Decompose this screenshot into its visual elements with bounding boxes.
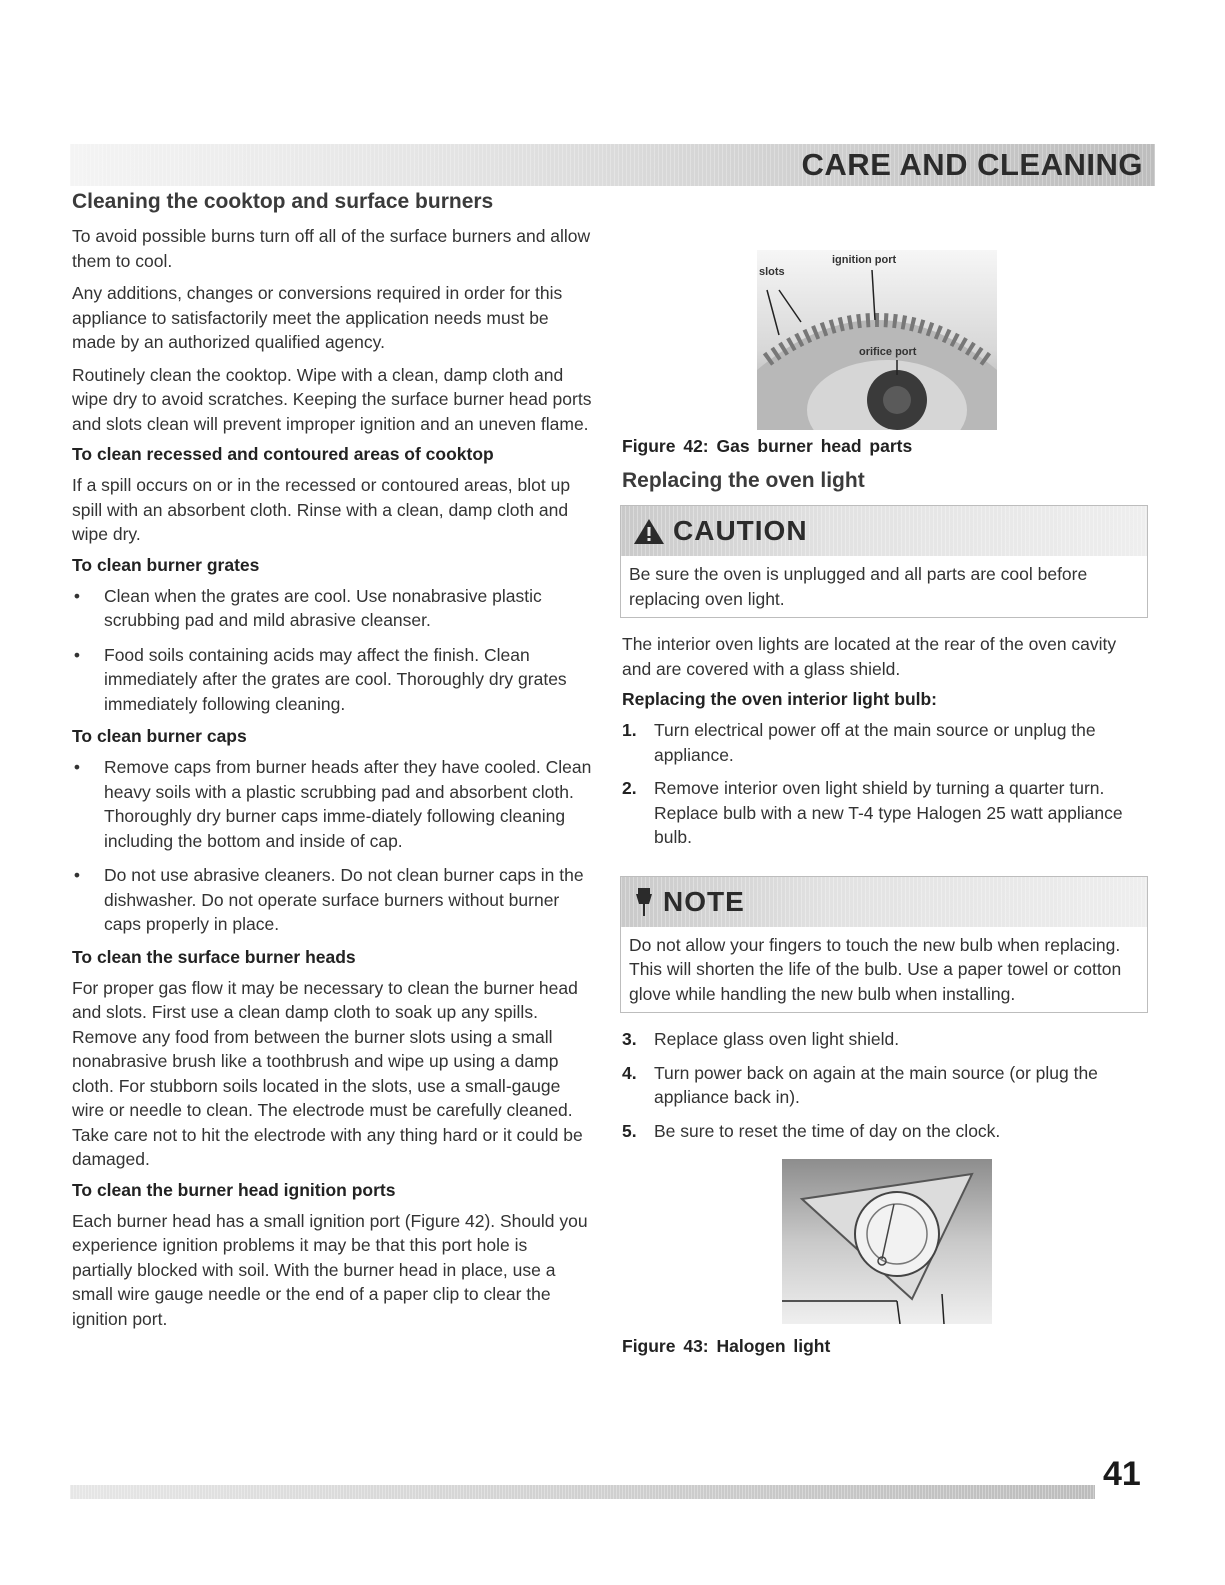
heads-paragraph: For proper gas flow it may be necessary to clean the burner head and slots. First use a clean damp cloth to soak up any spills. Remove any food from between the burner slots using a small nonabrasive brush like a toothbrush and wipe up using a damp cloth. For stubborn soils located in the slots, use a small-gauge wire or needle to clean. The electrode must be carefully cleaned. Take care not to hit the electrode with any thing hard or it could be damaged. [72,977,583,1169]
bulb-steps-part-1 [622,718,1147,850]
section-title: CARE AND CLEANING [801,147,1143,182]
page-number: 41 [1103,1455,1141,1493]
caution-box [620,505,1148,618]
figure-43-caption: Figure 43: Halogen light [622,1336,831,1356]
halogen-light-figure [782,1159,992,1324]
note-title: NOTE [663,885,745,917]
list-item-text: Clean when the grates are cool. Use nonabrasive plastic scrubbing pad and mild abrasive cleanser. [104,585,542,630]
caution-header [621,506,1147,556]
section-header-band [70,144,1155,186]
list-item [622,718,1147,767]
step-text: Turn power back on again at the main source (or plug the appliance back in). [654,1062,1098,1107]
ignition-heading: To clean the burner head ignition ports [72,1179,396,1200]
burner-head-figure [757,250,997,430]
caps-heading: To clean burner caps [72,726,247,746]
recessed-paragraph: If a spill occurs on or in the recessed or contoured areas, blot up spill with an absorbent cloth. Rinse with a clean, damp cloth and wipe dry. [72,475,571,544]
list-item-text: Food soils containing acids may affect the finish. Clean immediately after the grates are cool. Thoroughly dry grates immediately following cleaning. [104,644,567,714]
bulb-heading: Replacing the oven interior light bulb: [622,689,938,709]
list-item [72,755,592,853]
caps-list [72,755,592,937]
figure-42-caption: Figure 42: Gas burner head parts [622,436,913,456]
note-box [620,876,1148,1014]
note-text: Do not allow your fingers to touch the new bulb when replacing. This will shorten the life of the bulb. Use a paper towel or cotton glove while handling the new bulb when installing. [621,927,1147,1013]
ignition-port-label: ignition port [832,254,897,266]
list-item [72,584,592,633]
list-item-text: Do not use abrasive cleaners. Do not clean burner caps in the dishwasher. Do not operate surface burners without burner caps properly in place. [104,865,584,934]
footer-band [70,1485,1095,1499]
note-header [621,877,1147,927]
slots-label: slots [759,266,785,278]
step-number: 3. [622,1029,637,1049]
grates-heading: To clean burner grates [72,554,260,575]
list-item [622,1027,1147,1052]
grates-list [72,584,592,717]
list-item [72,863,592,937]
step-number: 1. [622,720,637,740]
burner-head-illustration [757,250,997,430]
step-text: Remove interior oven light shield by turning a quarter turn. Replace bulb with a new T-4 type Halogen 25 watt appliance bulb. [654,778,1123,847]
bulb-steps-part-2 [622,1027,1147,1143]
bullet-icon: • [73,644,81,665]
intro-paragraph-1: To avoid possible burns turn off all of the surface burners and allow them to cool. [72,226,591,271]
list-item-text: Remove caps from burner heads after they have cooled. Clean heavy soils with a plastic scrubbing pad and absorbent cloth. Thoroughly dry burner caps imme-diately following cleaning including the bottom and inside of cap. [104,757,592,851]
list-item [622,776,1147,850]
bullet-icon: • [73,865,81,885]
bullet-icon: • [73,585,81,606]
halogen-light-illustration [782,1159,992,1324]
warning-triangle-icon [633,517,665,545]
step-number: 2. [622,778,637,798]
bullet-icon: • [73,757,81,777]
step-number: 4. [622,1062,637,1083]
list-item [622,1061,1147,1110]
pushpin-icon [633,886,655,918]
step-text: Turn electrical power off at the main source or unplug the appliance. [654,720,1096,765]
left-column [72,190,592,1339]
intro-paragraph-2: Any additions, changes or conversions required in order for this appliance to satisfactorily meet the application needs must be made by an authorized qualified agency. [72,283,563,352]
list-item [72,643,592,717]
cooktop-heading: Cleaning the cooktop and surface burners [72,190,494,213]
recessed-heading: To clean recessed and contoured areas of cooktop [72,444,494,464]
orifice-port-label: orifice port [859,346,917,358]
oven-light-heading: Replacing the oven light [622,469,865,492]
step-number: 5. [622,1120,637,1141]
caution-title: CAUTION [673,515,808,546]
right-column [622,250,1147,1369]
interior-light-paragraph: The interior oven lights are located at the rear of the oven cavity and are covered with a glass shield. [622,634,1117,679]
heads-heading: To clean the surface burner heads [72,946,356,967]
caution-text: Be sure the oven is unplugged and all parts are cool before replacing oven light. [621,556,1147,617]
intro-paragraph-3: Routinely clean the cooktop. Wipe with a clean, damp cloth and wipe dry to avoid scratches. Keeping the surface burner head ports and slots clean will prevent improper ignition and an uneven flame. [72,364,592,434]
step-text: Be sure to reset the time of day on the clock. [654,1120,1001,1141]
ignition-paragraph: Each burner head has a small ignition port (Figure 42). Should you experience ignition problems it may be that this port hole is partially blocked with soil. With the burner head in place, use a small wire gauge needle or the end of a paper clip to clear the ignition port. [72,1210,588,1329]
step-text: Replace glass oven light shield. [654,1029,900,1049]
list-item [622,1119,1147,1144]
